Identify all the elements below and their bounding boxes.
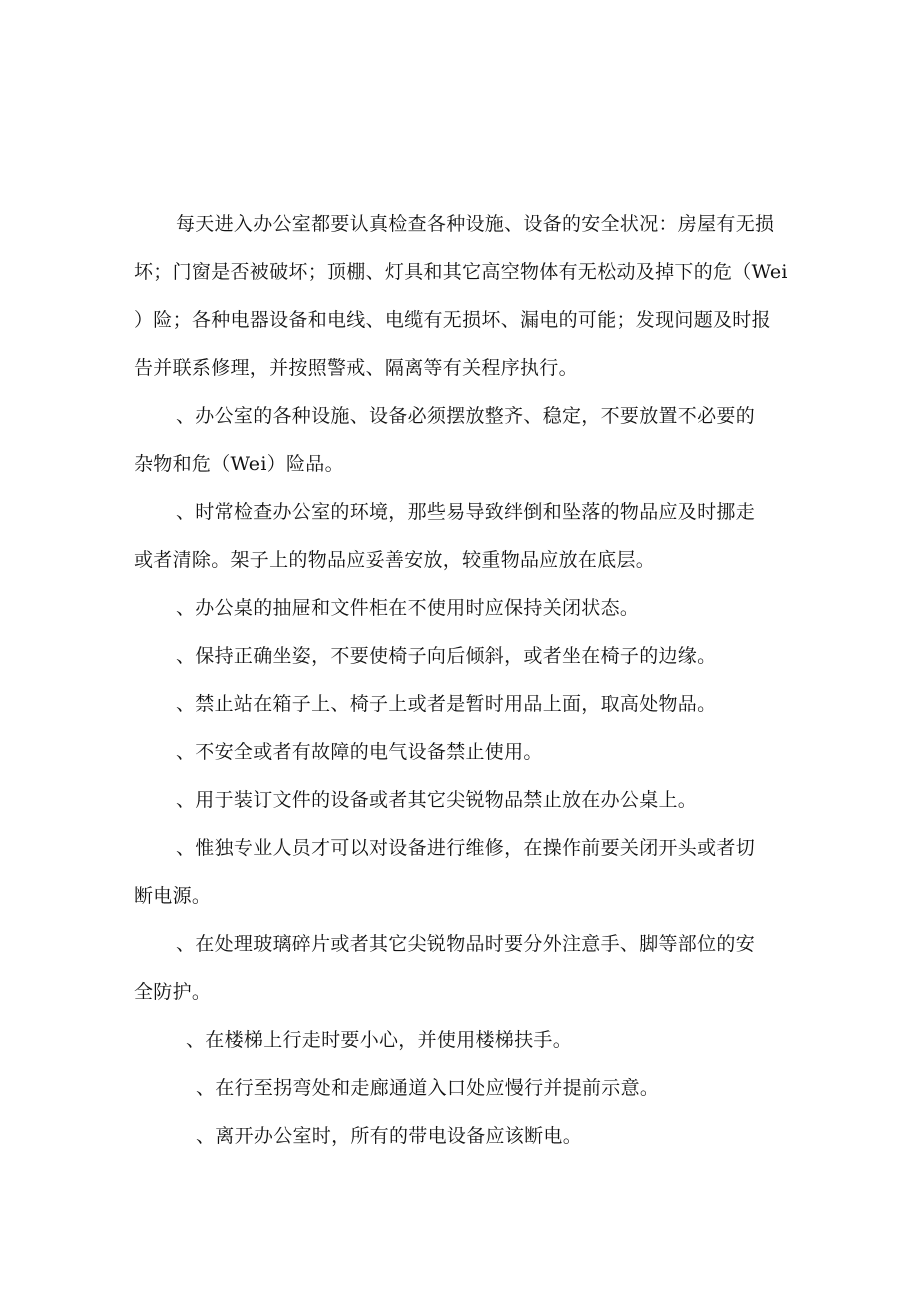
paragraph-line: 、离开办公室时，所有的带电设备应该断电。 (196, 1125, 583, 1147)
paragraph-line: 坏；门窗是否被破坏；顶棚、灯具和其它高空物体有无松动及掉下的危（Wei (134, 261, 788, 283)
paragraph-professional-repair (134, 824, 798, 920)
paragraph-faulty-equipment (134, 728, 798, 776)
paragraph-no-standing-on-boxes (134, 680, 798, 728)
paragraph-facilities-arrangement (134, 392, 798, 488)
paragraph-power-off-leaving (134, 1112, 798, 1160)
paragraph-line: 、保持正确坐姿，不要使椅子向后倾斜，或者坐在椅子的边缘。 (176, 645, 717, 667)
paragraph-corners-slow-down (134, 1064, 798, 1112)
paragraph-line: 、办公桌的抽屉和文件柜在不使用时应保持关闭状态。 (176, 597, 640, 619)
paragraph-environment-check (134, 488, 798, 584)
paragraph-line: 、惟独专业人员才可以对设备进行维修，在操作前要关闭开头或者切 (176, 837, 756, 859)
paragraph-sitting-posture (134, 632, 798, 680)
paragraph-line: 、在楼梯上行走时要小心，并使用楼梯扶手。 (186, 1029, 573, 1051)
paragraph-line: ）险；各种电器设备和电线、电缆有无损坏、漏电的可能；发现问题及时报 (134, 309, 771, 331)
paragraph-stairs-handrail (134, 1016, 798, 1064)
paragraph-line: 、在处理玻璃碎片或者其它尖锐物品时要分外注意手、脚等部位的安 (176, 933, 756, 955)
paragraph-line: 或者清除。架子上的物品应妥善安放，较重物品应放在底层。 (134, 549, 656, 571)
paragraph-line: 、用于装订文件的设备或者其它尖锐物品禁止放在办公桌上。 (176, 789, 698, 811)
paragraph-glass-handling (134, 920, 798, 1016)
paragraph-line: 每天进入办公室都要认真检查各种设施、设备的安全状况：房屋有无损 (176, 213, 775, 235)
paragraph-sharp-objects-desk (134, 776, 798, 824)
document-body (134, 200, 798, 1160)
paragraph-line: 、时常检查办公室的环境，那些易导致绊倒和坠落的物品应及时挪走 (176, 501, 756, 523)
paragraph-line: 、办公室的各种设施、设备必须摆放整齐、稳定，不要放置不必要的 (176, 405, 756, 427)
paragraph-line: 断电源。 (134, 885, 212, 907)
paragraph-line: 全防护。 (134, 981, 212, 1003)
paragraph-line: 、禁止站在箱子上、椅子上或者是暂时用品上面，取高处物品。 (176, 693, 717, 715)
paragraph-daily-inspection (134, 200, 798, 392)
paragraph-line: 杂物和危（Wei）险品。 (134, 453, 344, 475)
paragraph-line: 告并联系修理，并按照警戒、隔离等有关程序执行。 (134, 357, 578, 379)
paragraph-line: 、在行至拐弯处和走廊通道入口处应慢行并提前示意。 (196, 1077, 660, 1099)
paragraph-line: 、不安全或者有故障的电气设备禁止使用。 (176, 741, 543, 763)
paragraph-drawers-closed (134, 584, 798, 632)
